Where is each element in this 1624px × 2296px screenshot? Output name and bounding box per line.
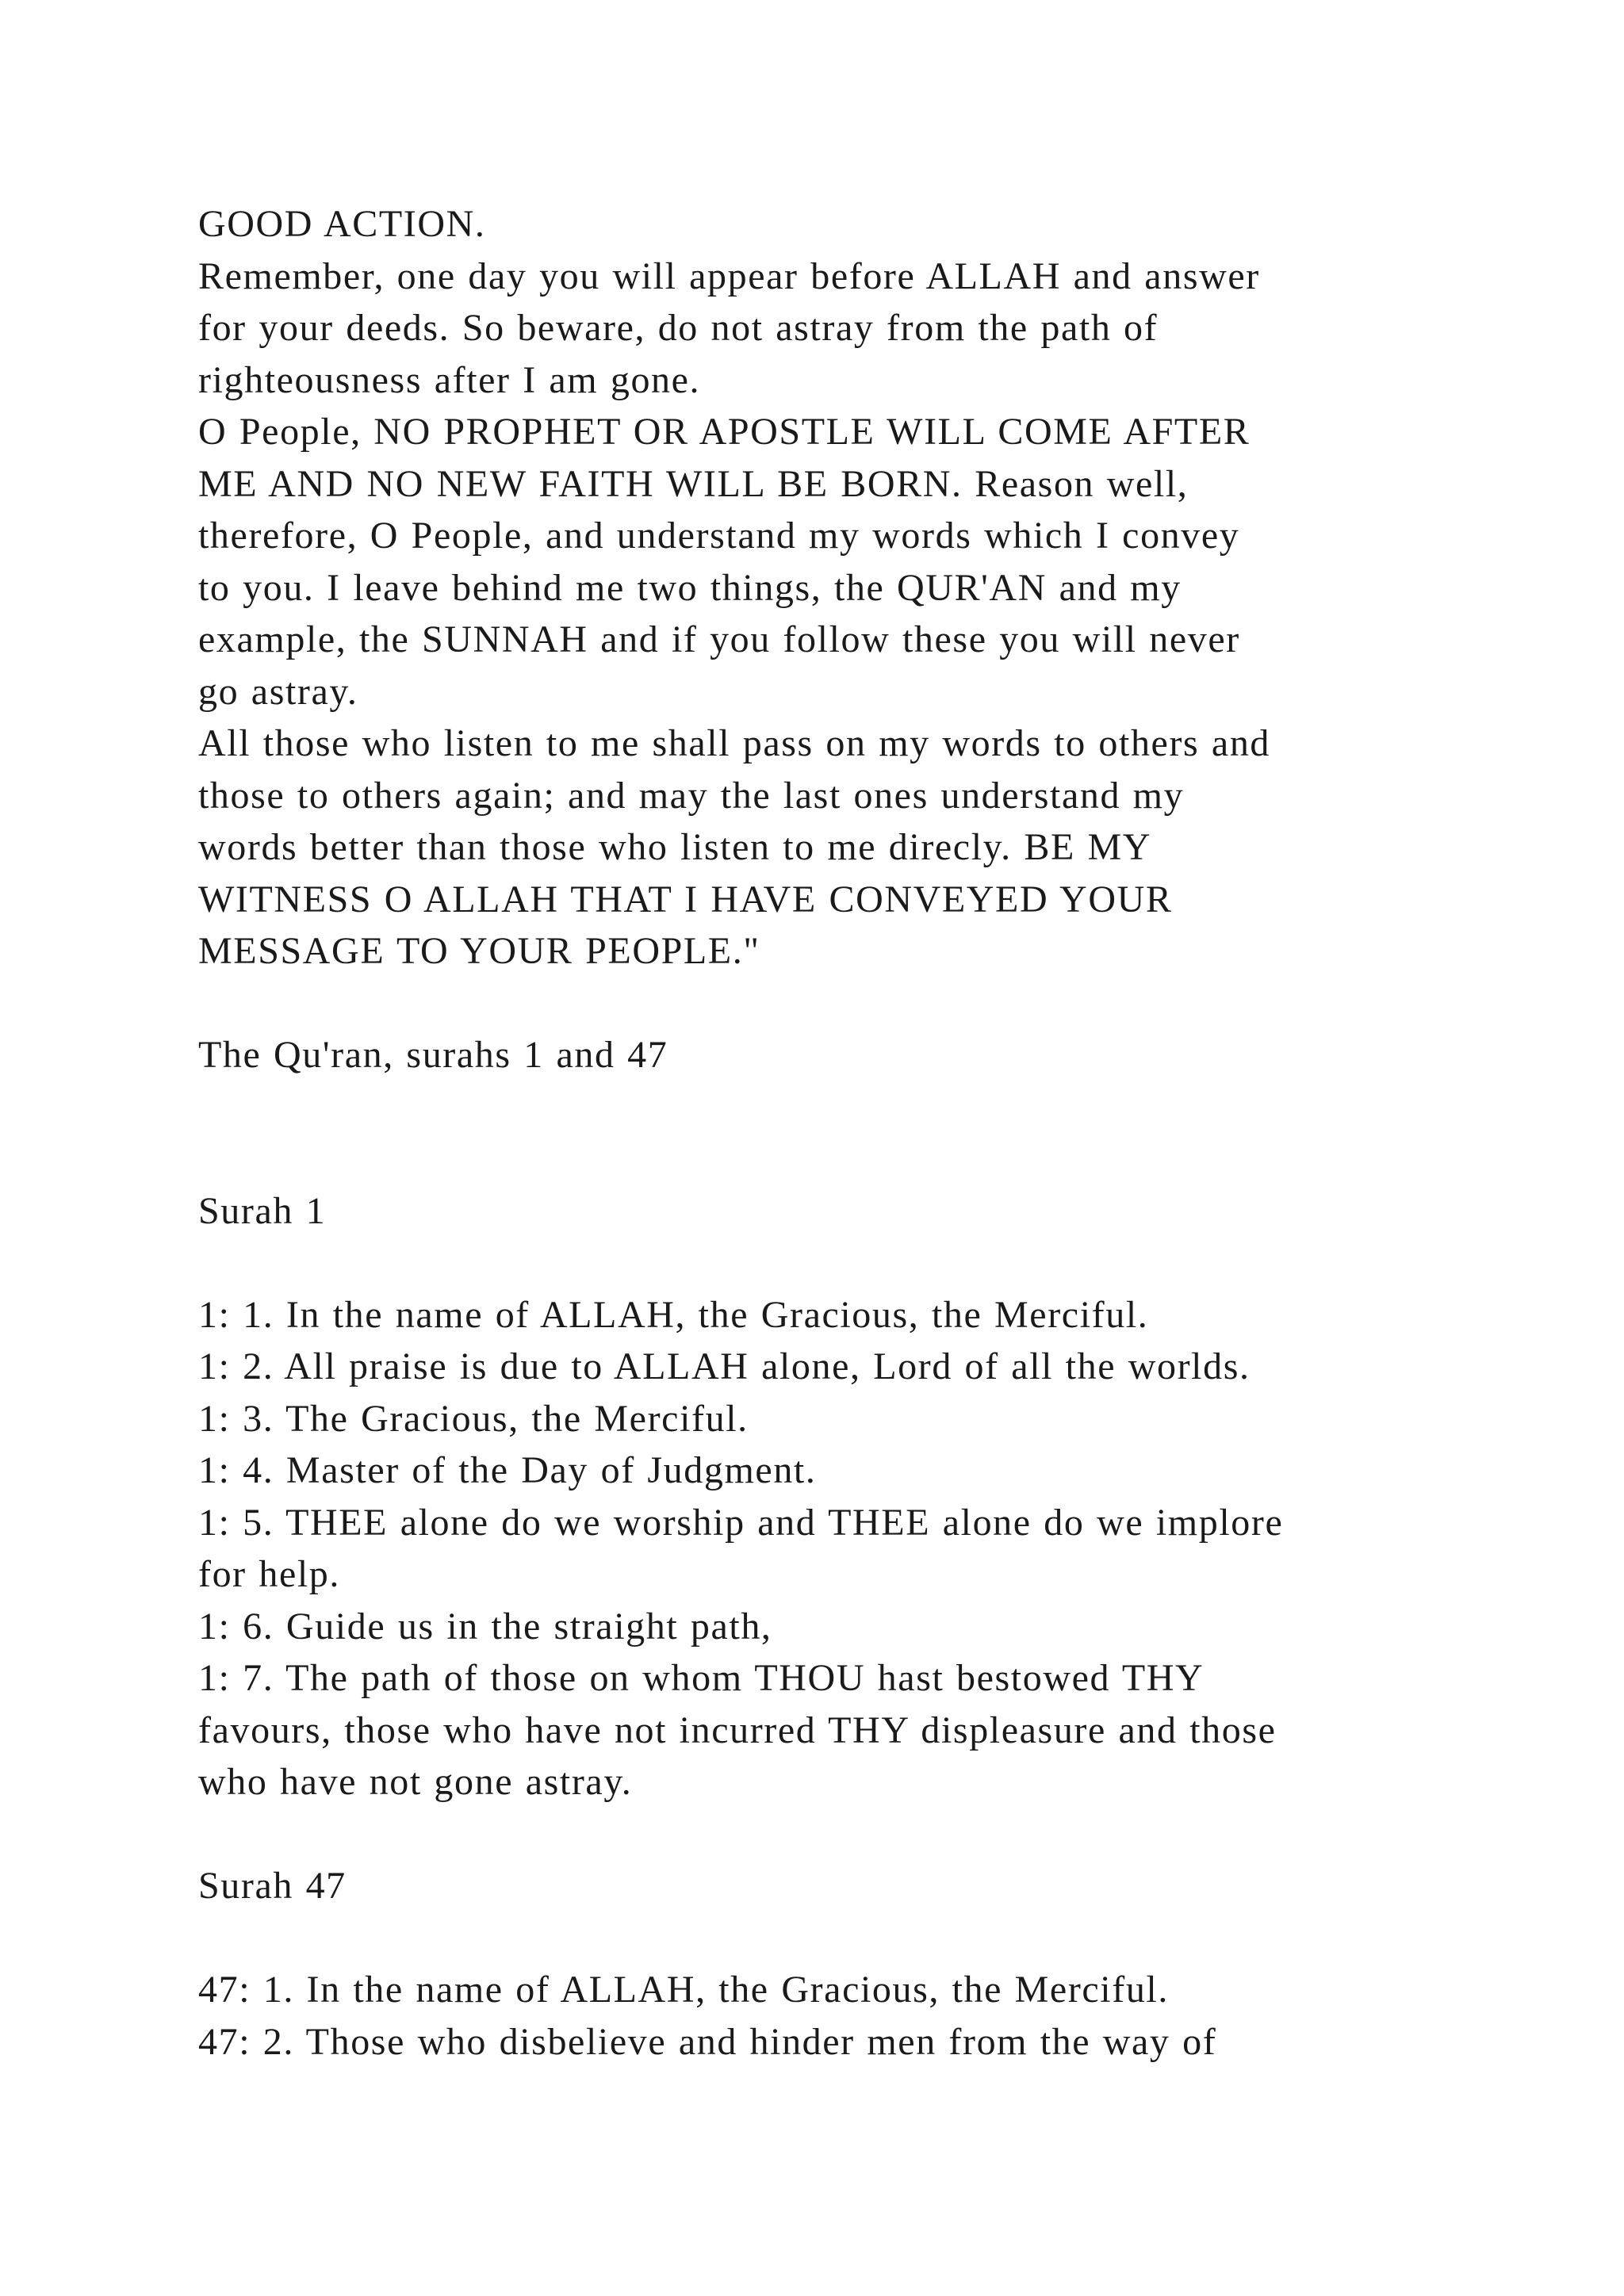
- verse-line: for help.: [198, 1553, 341, 1595]
- text-line: example, the SUNNAH and if you follow these you will never: [198, 618, 1240, 660]
- verse-line: 1: 4. Master of the Day of Judgment.: [198, 1449, 817, 1491]
- text-line: MESSAGE TO YOUR PEOPLE.": [198, 930, 760, 972]
- text-line: those to others again; and may the last ones understand my: [198, 774, 1185, 817]
- section-heading: The Qu'ran, surahs 1 and 47: [198, 1034, 668, 1076]
- verse-line: 1: 1. In the name of ALLAH, the Gracious, the Merciful.: [198, 1293, 1149, 1336]
- verse-line: 47: 2. Those who disbelieve and hinder men from the way of: [198, 2020, 1217, 2063]
- surah-heading: Surah 1: [198, 1189, 327, 1232]
- blank-line: [198, 1912, 1483, 1965]
- verse-line: 1: 2. All praise is due to ALLAH alone, Lord of all the worlds.: [198, 1345, 1251, 1387]
- surah-heading: Surah 47: [198, 1865, 347, 1907]
- document-text: [198, 198, 1483, 2068]
- text-line: All those who listen to me shall pass on my words to others and: [198, 722, 1271, 764]
- verse-line: 1: 3. The Gracious, the Merciful.: [198, 1397, 749, 1440]
- verse-line: 47: 1. In the name of ALLAH, the Gracious, the Merciful.: [198, 1969, 1169, 2011]
- blank-line: [198, 1808, 1483, 1861]
- blank-line: [198, 1133, 1483, 1185]
- text-line: go astray.: [198, 670, 358, 713]
- text-line: ME AND NO NEW FAITH WILL BE BORN. Reason well,: [198, 462, 1189, 505]
- verse-line: 1: 7. The path of those on whom THOU hast bestowed THY: [198, 1657, 1205, 1699]
- verse-line: who have not gone astray.: [198, 1761, 633, 1803]
- text-line: GOOD ACTION.: [198, 203, 486, 245]
- verse-line: 1: 6. Guide us in the straight path,: [198, 1605, 772, 1647]
- text-line: WITNESS O ALLAH THAT I HAVE CONVEYED YOUR: [198, 878, 1173, 920]
- text-line: to you. I leave behind me two things, the QUR'AN and my: [198, 566, 1182, 609]
- text-line: words better than those who listen to me direcly. BE MY: [198, 826, 1152, 868]
- text-line: O People, NO PROPHET OR APOSTLE WILL COME AFTER: [198, 411, 1251, 453]
- verse-line: 1: 5. THEE alone do we worship and THEE alone do we implore: [198, 1501, 1284, 1544]
- blank-line: [198, 1237, 1483, 1289]
- text-line: righteousness after I am gone.: [198, 358, 701, 401]
- blank-line: [198, 978, 1483, 1030]
- blank-line: [198, 1081, 1483, 1134]
- text-line: therefore, O People, and understand my words which I convey: [198, 515, 1240, 557]
- text-line: for your deeds. So beware, do not astray from the path of: [198, 307, 1159, 349]
- verse-line: favours, those who have not incurred THY displeasure and those: [198, 1709, 1277, 1751]
- text-line: Remember, one day you will appear before ALLAH and answer: [198, 254, 1260, 297]
